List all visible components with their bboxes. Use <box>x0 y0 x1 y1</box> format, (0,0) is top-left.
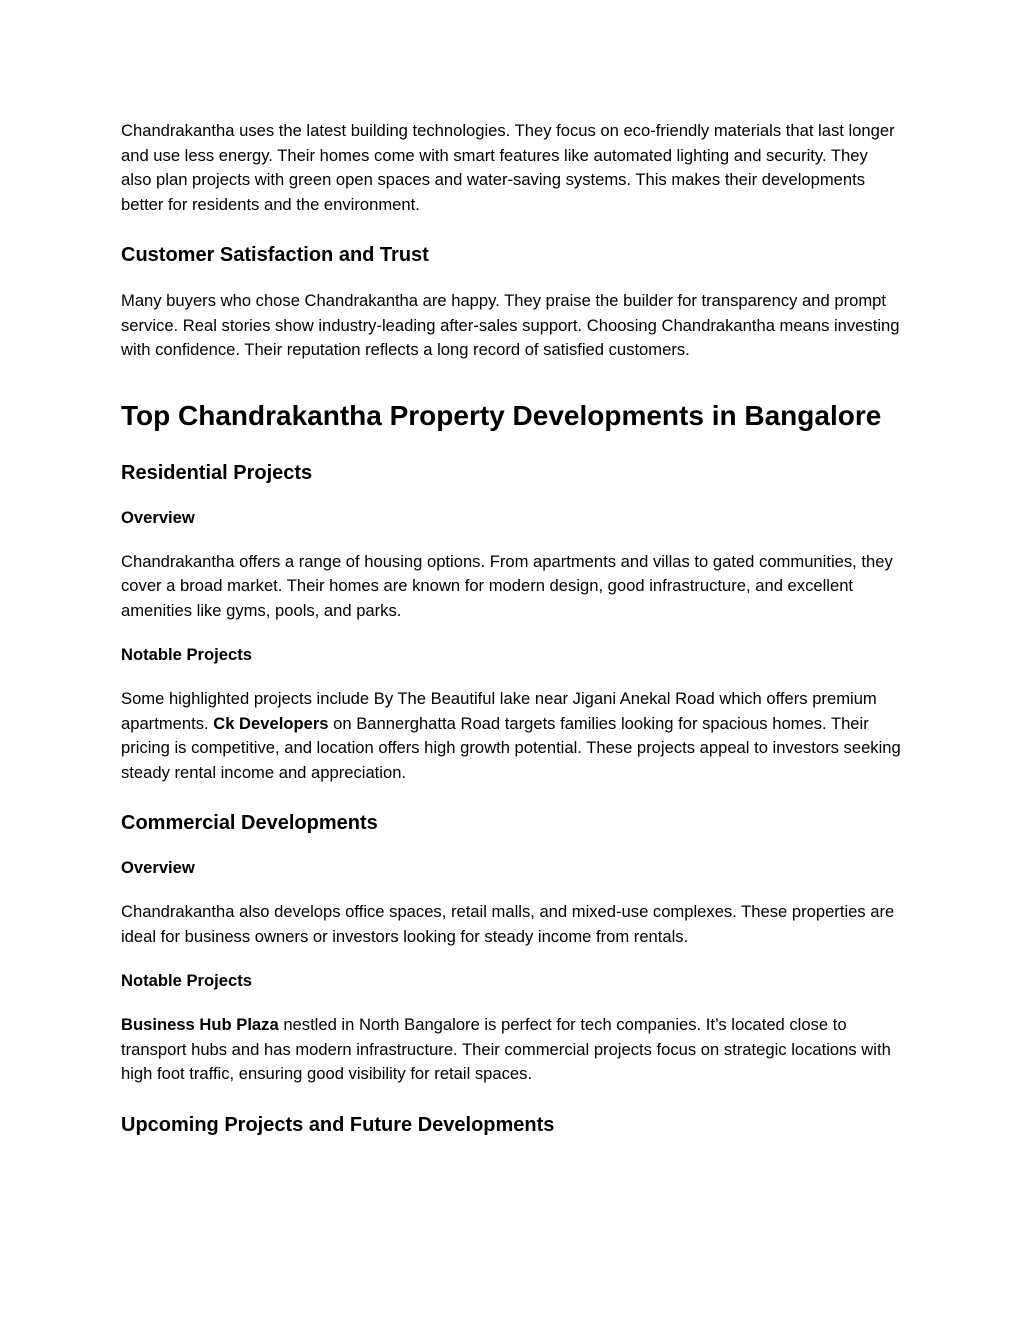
residential-notable-text-2: on Bannerghatta Road targets families looking for spacious homes. Their pricing is competitive, and location offers high growth potential. These projects appeal to investors seeking steady rental income and appreciation. <box>121 713 901 782</box>
business-hub-plaza-bold: Business Hub Plaza <box>121 1015 279 1034</box>
ck-developers-bold: Ck Developers <box>213 713 329 733</box>
document-page <box>121 119 901 1138</box>
residential-notable-heading: Notable Projects <box>121 645 252 664</box>
residential-overview-heading: Overview <box>121 507 195 527</box>
commercial-notable-heading: Notable Projects <box>121 971 252 990</box>
intro-paragraph: Chandrakantha uses the latest building technologies. They focus on eco-friendly materials that last longer and use less energy. Their homes come with smart features like automated lighting and security. They also plan projects with green open spaces and water-saving systems. This makes their developments better for residents and the environment. <box>121 121 895 214</box>
commercial-notable-text: nestled in North Bangalore is perfect for tech companies. It’s located close to transport hubs and has modern infrastructure. Their commercial projects focus on strategic locations with high foot traffic, ensuring good visibility for retail spaces. <box>121 1015 891 1083</box>
commercial-notable-paragraph <box>121 1013 901 1087</box>
residential-overview-paragraph: Chandrakantha offers a range of housing options. From apartments and villas to gated communities, they cover a broad market. Their homes are known for modern design, good infrastructure, and excellent amenities like gyms, pools, and parks. <box>121 551 893 620</box>
commercial-heading: Commercial Developments <box>121 812 378 834</box>
residential-notable-text-1: Some highlighted projects include By The Beautiful lake near Jigani Anekal Road which offers premium apartments. <box>121 689 877 733</box>
top-developments-heading: Top Chandrakantha Property Developments in Bangalore <box>121 399 882 431</box>
customer-satisfaction-heading: Customer Satisfaction and Trust <box>121 244 429 266</box>
residential-notable-paragraph <box>121 687 901 785</box>
commercial-overview-paragraph: Chandrakantha also develops office spaces, retail malls, and mixed-use complexes. These properties are ideal for business owners or investors looking for steady income from rentals. <box>121 902 895 946</box>
commercial-overview-heading: Overview <box>121 858 195 877</box>
customer-satisfaction-paragraph: Many buyers who chose Chandrakantha are happy. They praise the builder for transparency and prompt service. Real stories show industry-leading after-sales support. Choosing Chandrakantha means investing with confidence. Their reputation reflects a long record of satisfied customers. <box>121 291 900 359</box>
residential-heading: Residential Projects <box>121 461 313 484</box>
upcoming-heading: Upcoming Projects and Future Developments <box>121 1113 555 1136</box>
